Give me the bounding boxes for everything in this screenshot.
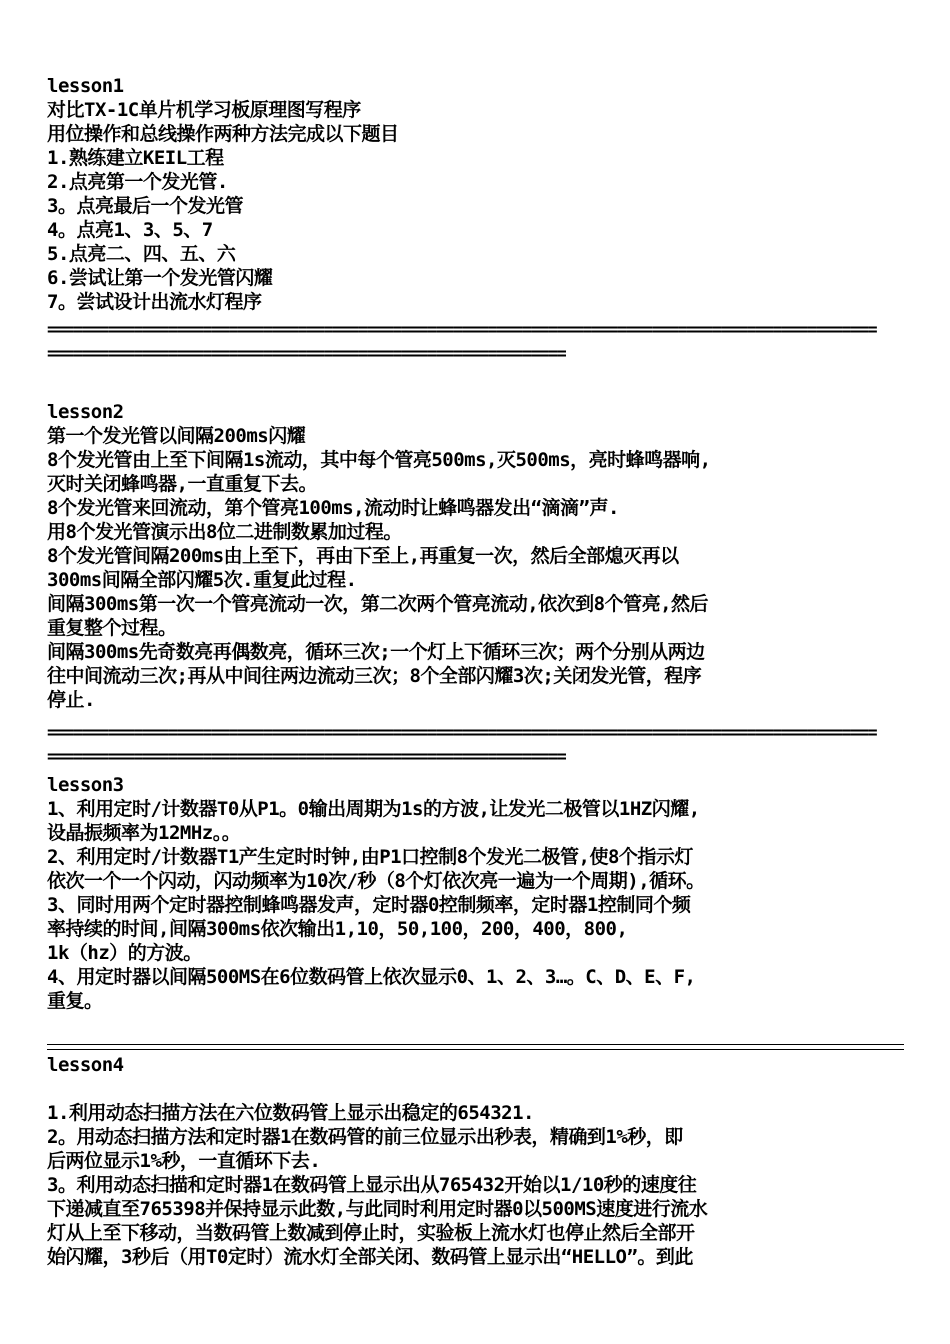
lesson1-section bbox=[47, 74, 917, 314]
lesson3-section bbox=[47, 773, 917, 1013]
text-line: 后两位显示1%秒，一直循环下去. bbox=[47, 1150, 321, 1172]
lesson4-title-block bbox=[47, 1053, 917, 1077]
text-line: 灭时关闭蜂鸣器,一直重复下去。 bbox=[47, 473, 317, 495]
text-line: 300ms间隔全部闪耀5次.重复此过程. bbox=[47, 569, 357, 591]
text-line: 1、利用定时/计数器T0从P1。0输出周期为1s的方波,让发光二极管以1HZ闪耀, bbox=[47, 798, 700, 820]
separator-line: ================================================================================================ bbox=[47, 320, 876, 340]
double-divider bbox=[47, 1044, 904, 1050]
text-line: 用位操作和总线操作两种方法完成以下题目 bbox=[47, 123, 399, 145]
text-line: 2.点亮第一个发光管. bbox=[47, 171, 228, 193]
text-line: 8个发光管由上至下间隔1s流动，其中每个管亮500ms,灭500ms，亮时蜂鸣器响, bbox=[47, 449, 711, 471]
separator-line: ============================================================ bbox=[47, 344, 566, 364]
text-line: 2。用动态扫描方法和定时器1在数码管的前三位显示出秒表，精确到1%秒，即 bbox=[47, 1126, 683, 1148]
text-line: 停止. bbox=[47, 689, 95, 711]
text-line: 5.点亮二、四、五、六 bbox=[47, 243, 236, 265]
text-line: 设晶振频率为12MHz。。 bbox=[47, 822, 241, 844]
text-line: 3。利用动态扫描和定时器1在数码管上显示出从765432开始以1/10秒的速度往 bbox=[47, 1174, 697, 1196]
text-line: 2、利用定时/计数器T1产生定时时钟,由P1口控制8个发光二极管,使8个指示灯 bbox=[47, 846, 693, 868]
text-line: 3、同时用两个定时器控制蜂鸣器发声，定时器0控制频率，定时器1控制同个频 bbox=[47, 894, 691, 916]
text-line: 间隔300ms第一次一个管亮流动一次，第二次两个管亮流动,依次到8个管亮,然后 bbox=[47, 593, 709, 615]
text-line: 第一个发光管以间隔200ms闪耀 bbox=[47, 425, 306, 447]
text-line: 始闪耀，3秒后（用T0定时）流水灯全部关闭、数码管上显示出“HELLO”。到此 bbox=[47, 1246, 693, 1268]
text-line: 8个发光管间隔200ms由上至下，再由下至上,再重复一次，然后全部熄灭再以 bbox=[47, 545, 679, 567]
text-line: 灯从上至下移动，当数码管上数减到停止时，实验板上流水灯也停止然后全部开 bbox=[47, 1222, 695, 1244]
lesson2-section bbox=[47, 400, 917, 712]
text-line: 往中间流动三次;再从中间往两边流动三次；8个全部闪耀3次;关闭发光管，程序 bbox=[47, 665, 702, 687]
text-line: 1k（hz）的方波。 bbox=[47, 942, 202, 964]
text-line: 3。点亮最后一个发光管 bbox=[47, 195, 243, 217]
lesson-title: lesson2 bbox=[47, 401, 124, 423]
lesson4-section bbox=[47, 1101, 917, 1269]
text-line: 下递减直至765398并保持显示此数,与此同时利用定时器0以500MS速度进行流水 bbox=[47, 1198, 708, 1220]
text-line: 7。尝试设计出流水灯程序 bbox=[47, 291, 262, 313]
lesson-title: lesson1 bbox=[47, 75, 124, 97]
text-line: 1.利用动态扫描方法在六位数码管上显示出稳定的654321. bbox=[47, 1102, 534, 1124]
text-line: 率持续的时间,间隔300ms依次输出1,10，50,100，200，400，800, bbox=[47, 918, 628, 940]
separator-line: ================================================================================================ bbox=[47, 723, 876, 743]
text-line: 1.熟练建立KEIL工程 bbox=[47, 147, 224, 169]
text-line: 重复。 bbox=[47, 990, 103, 1012]
text-line: 6.尝试让第一个发光管闪耀 bbox=[47, 267, 273, 289]
text-line: 4。点亮1、3、5、7 bbox=[47, 219, 213, 241]
lesson-title: lesson4 bbox=[47, 1054, 124, 1076]
text-line: 对比TX-1C单片机学习板原理图写程序 bbox=[47, 99, 361, 121]
text-line: 用8个发光管演示出8位二进制数累加过程。 bbox=[47, 521, 402, 543]
separator-line: ============================================================ bbox=[47, 747, 566, 767]
lesson-title: lesson3 bbox=[47, 774, 124, 796]
text-line: 重复整个过程。 bbox=[47, 617, 177, 639]
text-line: 依次一个一个闪动，闪动频率为10次/秒（8个灯依次亮一遍为一个周期),循环。 bbox=[47, 870, 705, 892]
text-line: 8个发光管来回流动，第个管亮100ms,流动时让蜂鸣器发出“滴滴”声. bbox=[47, 497, 619, 519]
text-line: 间隔300ms先奇数亮再偶数亮，循环三次;一个灯上下循环三次；两个分别从两边 bbox=[47, 641, 705, 663]
text-line: 4、用定时器以间隔500MS在6位数码管上依次显示0、1、2、3…。C、D、E、F, bbox=[47, 966, 696, 988]
